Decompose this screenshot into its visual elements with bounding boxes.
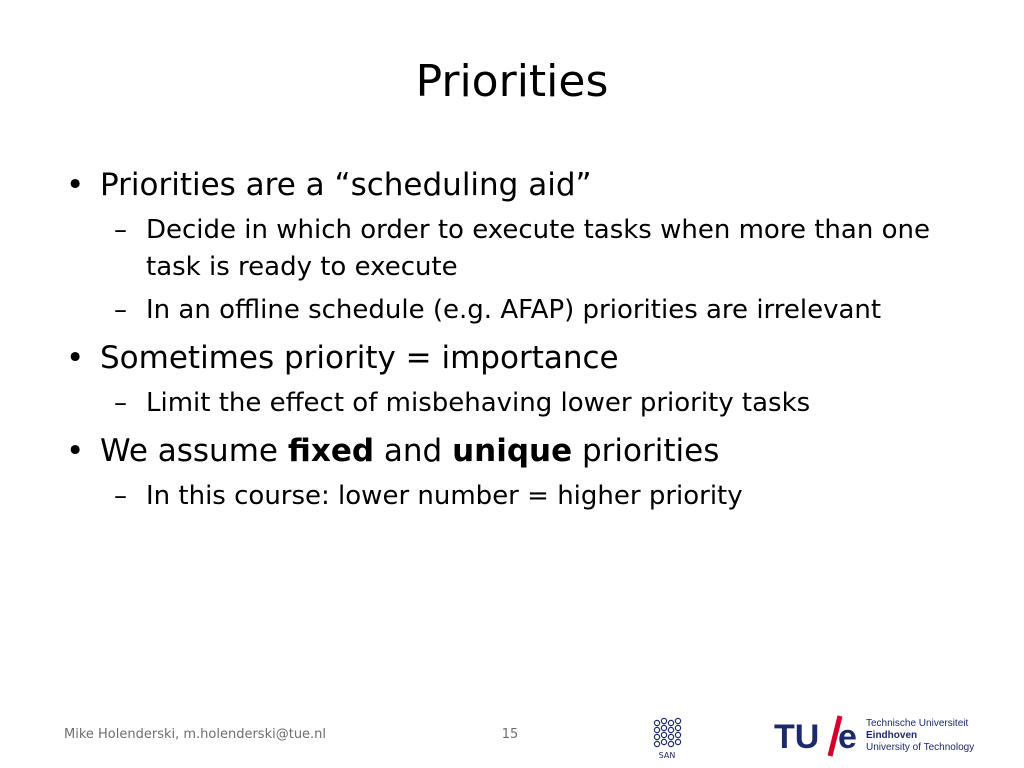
- tue-line-1: Technische Universiteit: [866, 718, 969, 729]
- page-number: 15: [501, 727, 519, 742]
- san-logo-label: SAN: [658, 751, 676, 760]
- tue-mark-tu: TU: [774, 718, 820, 756]
- bullet-text-part: We assume: [100, 433, 288, 469]
- bullet-text-part: priorities: [572, 433, 720, 469]
- sub-bullet-text: In this course: lower number = higher priority: [146, 481, 743, 511]
- tue-logo-icon: [772, 712, 862, 758]
- sub-bullet-item: [64, 212, 974, 286]
- bullet-icon: •: [66, 433, 85, 469]
- bullet-item: [64, 335, 974, 381]
- bullet-icon: •: [66, 167, 85, 203]
- bullet-item: [64, 428, 974, 474]
- dash-icon: –: [114, 388, 127, 418]
- tue-logo: [772, 712, 982, 758]
- sub-bullet-text: In an offline schedule (e.g. AFAP) priorities are irrelevant: [146, 295, 882, 325]
- dash-icon: –: [114, 295, 127, 325]
- tue-mark-e: e: [838, 718, 857, 756]
- san-logo-icon: [650, 716, 684, 760]
- bullet-text: Priorities are a “scheduling aid”: [100, 167, 592, 203]
- dash-icon: –: [114, 215, 127, 245]
- slide-content: [64, 162, 974, 521]
- tue-logo-text: [866, 718, 974, 754]
- slide-title: Priorities: [415, 56, 609, 107]
- dash-icon: –: [114, 481, 127, 511]
- tue-line-3: University of Technology: [866, 742, 975, 753]
- sub-bullet-text: Decide in which order to execute tasks when more than one task is ready to execute: [146, 215, 930, 282]
- emphasis-unique: unique: [452, 433, 573, 469]
- sub-bullet-item: [64, 385, 974, 422]
- bullet-icon: •: [66, 340, 85, 376]
- emphasis-fixed: fixed: [287, 433, 375, 469]
- tue-line-2: Eindhoven: [866, 730, 918, 741]
- footer-author: Mike Holenderski, m.holenderski@tue.nl: [64, 727, 327, 742]
- bullet-item: [64, 162, 974, 208]
- sub-bullet-item: [64, 478, 974, 515]
- sub-bullet-text: Limit the effect of misbehaving lower priority tasks: [146, 388, 811, 418]
- bullet-text: Sometimes priority = importance: [100, 340, 619, 376]
- bullet-text-part: and: [374, 433, 453, 469]
- sub-bullet-item: [64, 292, 974, 329]
